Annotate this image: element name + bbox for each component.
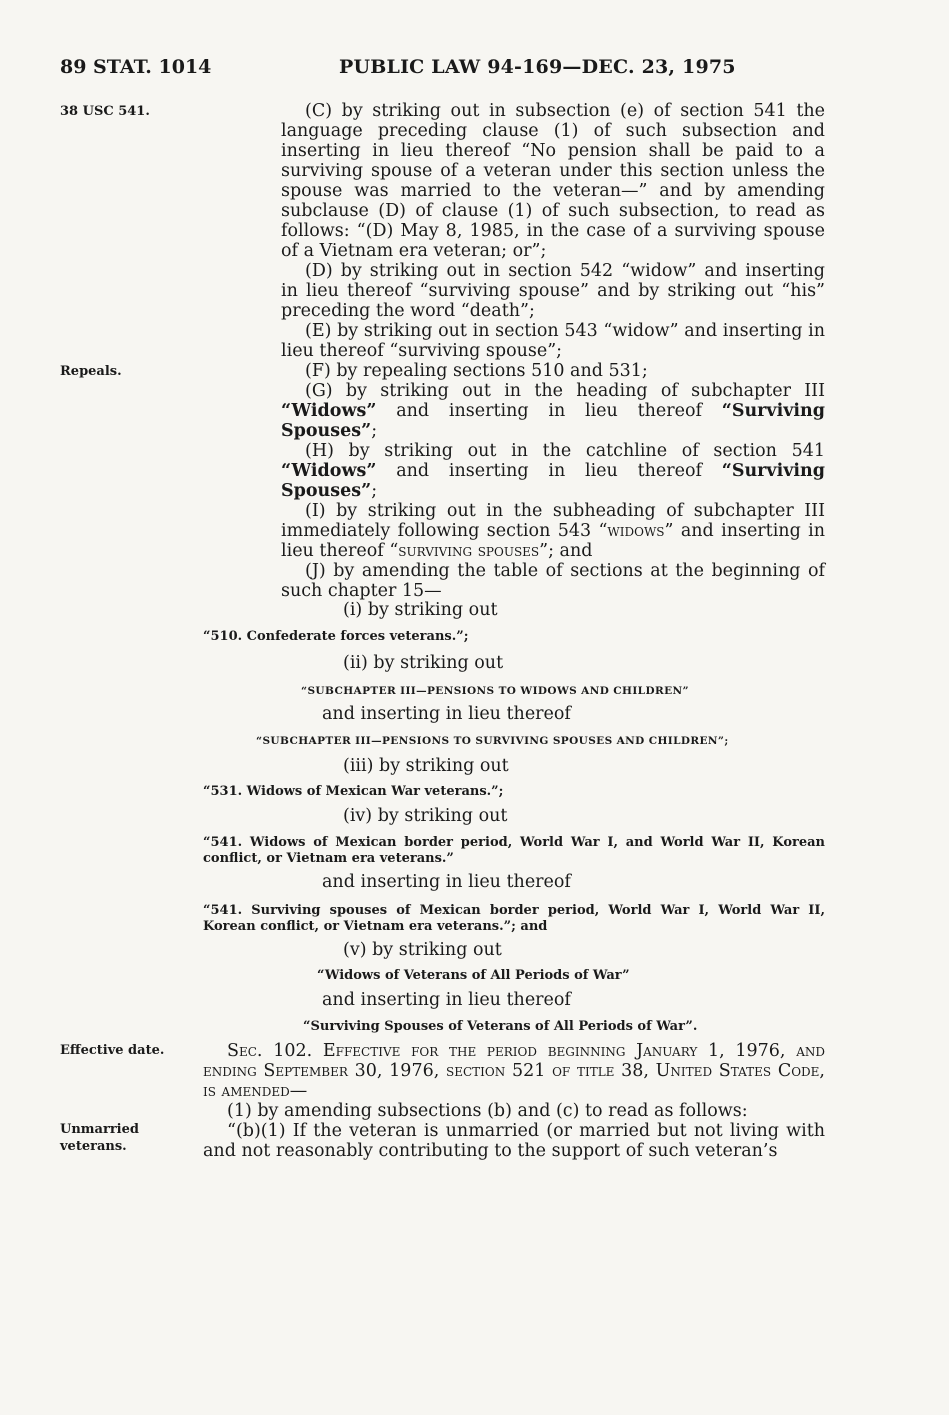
margin-note-usc: 38 USC 541. bbox=[60, 104, 150, 119]
sec-102-clause-1: (1) by amending subsections (b) and (c) to read as follows: bbox=[227, 1101, 748, 1121]
strike-541: “541. Widows of Mexican border period, World War I, and World War II, Korean conflict, or Vietnam era veterans.” bbox=[203, 835, 825, 866]
clause-j-v: (v) by striking out bbox=[343, 940, 502, 960]
strike-widows-heading: “Widows of Veterans of All Periods of War” bbox=[317, 968, 630, 983]
margin-note-effective-date: Effective date. bbox=[60, 1043, 165, 1058]
clause-i: (I) by striking out in the subheading of subchapter III immediately following section 543 “widows” and inserting in lieu thereof “surviving spouses”; and bbox=[281, 501, 825, 561]
statute-page-number: 89 STAT. 1014 bbox=[60, 56, 212, 78]
clause-d: (D) by striking out in section 542 “widow” and inserting in lieu thereof “surviving spouse” and by striking out “his” preceding the word “death”; bbox=[281, 261, 825, 321]
paragraph-c bbox=[281, 101, 825, 601]
strike-531: “531. Widows of Mexican War veterans.”; bbox=[203, 784, 504, 799]
sec-102-text: Sec. 102. Effective for the period beginning January 1, 1976, and ending September 30, 1976, section 521 of title 38, United States Code, is amended— bbox=[203, 1041, 825, 1101]
clause-f: (F) by repealing sections 510 and 531; bbox=[305, 361, 648, 381]
insert-lieu-1: and inserting in lieu thereof bbox=[322, 704, 571, 724]
section-102 bbox=[203, 1041, 825, 1161]
insert-surviving-heading: “Surviving Spouses of Veterans of All Periods of War”. bbox=[303, 1019, 698, 1034]
page-header bbox=[60, 56, 830, 86]
clause-j: (J) by amending the table of sections at the beginning of such chapter 15— bbox=[281, 561, 825, 601]
clause-g: (G) by striking out in the heading of subchapter III “Widows” and inserting in lieu thereof “Surviving Spouses”; bbox=[281, 381, 825, 441]
clause-j-iii: (iii) by striking out bbox=[343, 756, 509, 776]
clause-j-iv: (iv) by striking out bbox=[343, 806, 508, 826]
insert-541: “541. Surviving spouses of Mexican border period, World War I, World War II, Korean conflict, or Vietnam era veterans.”; and bbox=[203, 903, 825, 934]
insert-lieu-2: and inserting in lieu thereof bbox=[322, 872, 571, 892]
clause-j-i: (i) by striking out bbox=[343, 600, 498, 620]
margin-note-unmarried-veterans: Unmarried veterans. bbox=[60, 1122, 139, 1154]
clause-c: (C) by striking out in subsection (e) of section 541 the language preceding clause (1) of such subsection and inserting in lieu thereof “No pension shall be paid to a surviving spouse of a veteran under this section unless the spouse was married to the veteran—” and by amending subclause (D) of clause (1) of such subsection, to read as follows: “(D) May 8, 1985, in the case of a surviving spouse of a Vietnam era veteran; or”; bbox=[281, 101, 825, 261]
strike-subchapter-heading: “SUBCHAPTER III—PENSIONS TO WIDOWS AND CHILDREN” bbox=[301, 685, 689, 697]
insert-lieu-3: and inserting in lieu thereof bbox=[322, 990, 571, 1010]
clause-j-ii: (ii) by striking out bbox=[343, 653, 504, 673]
margin-note-repeals: Repeals. bbox=[60, 364, 122, 379]
insert-subchapter-heading: “SUBCHAPTER III—PENSIONS TO SURVIVING SPOUSES AND CHILDREN”; bbox=[256, 735, 729, 747]
law-title: PUBLIC LAW 94-169—DEC. 23, 1975 bbox=[339, 56, 736, 78]
strike-510: “510. Confederate forces veterans.”; bbox=[203, 629, 469, 644]
clause-h: (H) by striking out in the catchline of section 541 “Widows” and inserting in lieu thereof “Surviving Spouses”; bbox=[281, 441, 825, 501]
clause-e: (E) by striking out in section 543 “widow” and inserting in lieu thereof “surviving spouse”; bbox=[281, 321, 825, 361]
sec-102-subsection-b: “(b)(1) If the veteran is unmarried (or married but not living with and not reasonably contributing to the support of such veteran’s bbox=[203, 1121, 825, 1161]
